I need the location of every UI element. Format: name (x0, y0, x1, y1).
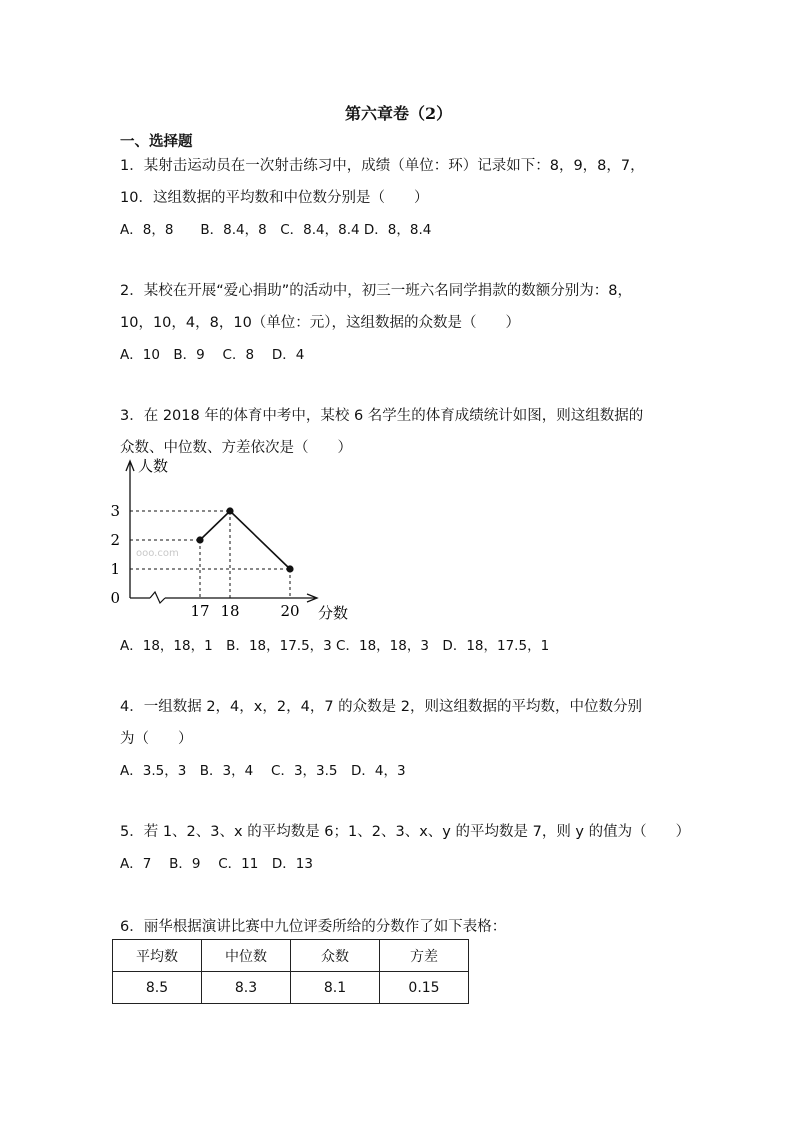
question-2-line-1: 2．某校在开展“爱心捐助”的活动中，初三一班六名同学捐款的数额分别为：8， (120, 283, 632, 299)
score-count-graph (110, 455, 360, 627)
watermark-text: ooo.com (136, 548, 179, 559)
graph-svg (110, 455, 360, 627)
question-3-line-1: 3．在 2018 年的体育中考中，某校 6 名学生的体育成绩统计如图，则这组数据的 (120, 408, 644, 424)
table-header-cell: 方差 (380, 940, 469, 972)
x-axis-break (150, 592, 165, 603)
data-point (286, 565, 293, 572)
origin-label: 0 (110, 589, 120, 607)
data-point (196, 536, 203, 543)
question-2-line-2: 10，10，4，8，10（单位：元），这组数据的众数是（ ） (120, 315, 521, 331)
table-cell: 0.15 (380, 972, 469, 1004)
question-1-line-1: 1．某射击运动员在一次射击练习中，成绩（单位：环）记录如下：8，9，8，7， (120, 158, 645, 174)
table-cell: 8.3 (202, 972, 291, 1004)
x-tick-label: 20 (280, 602, 300, 620)
statistics-table (112, 939, 469, 1004)
question-1-line-2: 10．这组数据的平均数和中位数分别是（ ） (120, 190, 429, 206)
question-2-options: A．10 B．9 C．8 D．4 (120, 347, 305, 363)
question-5-line-1: 5．若 1、2、3、x 的平均数是 6；1、2、3、x、y 的平均数是 7，则 y 的值为（ ） (120, 824, 691, 840)
question-1-options: A．8，8 B．8.4，8 C．8.4，8.4 D．8，8.4 (120, 222, 432, 238)
table-cell: 8.1 (291, 972, 380, 1004)
x-axis-title: 分数 (318, 604, 349, 622)
question-6-line-1: 6．丽华根据演讲比赛中九位评委所给的分数作了如下表格： (120, 919, 507, 935)
table-header-cell: 众数 (291, 940, 380, 972)
question-5-options: A．7 B．9 C．11 D．13 (120, 856, 313, 872)
table-header-row (113, 940, 469, 972)
data-point (226, 507, 233, 514)
y-tick-label: 1 (110, 560, 120, 578)
table-row (113, 972, 469, 1004)
page-title: 第六章卷（2） (345, 104, 453, 123)
x-tick-label: 17 (190, 602, 210, 620)
series-line (200, 511, 290, 569)
y-tick-label: 3 (110, 502, 120, 520)
table-cell: 8.5 (113, 972, 202, 1004)
y-axis-title: 人数 (138, 457, 169, 475)
table-header-cell: 中位数 (202, 940, 291, 972)
question-3-options: A．18，18，1 B．18，17.5，3 C．18，18，3 D．18，17.5，1 (120, 638, 550, 654)
table-header-cell: 平均数 (113, 940, 202, 972)
question-4-options: A．3.5，3 B．3，4 C．3，3.5 D．4，3 (120, 763, 406, 779)
section-heading: 一、选择题 (120, 134, 193, 150)
question-3-line-2: 众数、中位数、方差依次是（ ） (120, 440, 352, 456)
question-4-line-2: 为（ ） (120, 731, 193, 747)
y-tick-label: 2 (110, 531, 120, 549)
x-tick-label: 18 (220, 602, 240, 620)
question-4-line-1: 4．一组数据 2，4，x，2，4，7 的众数是 2，则这组数据的平均数，中位数分别 (120, 699, 642, 715)
